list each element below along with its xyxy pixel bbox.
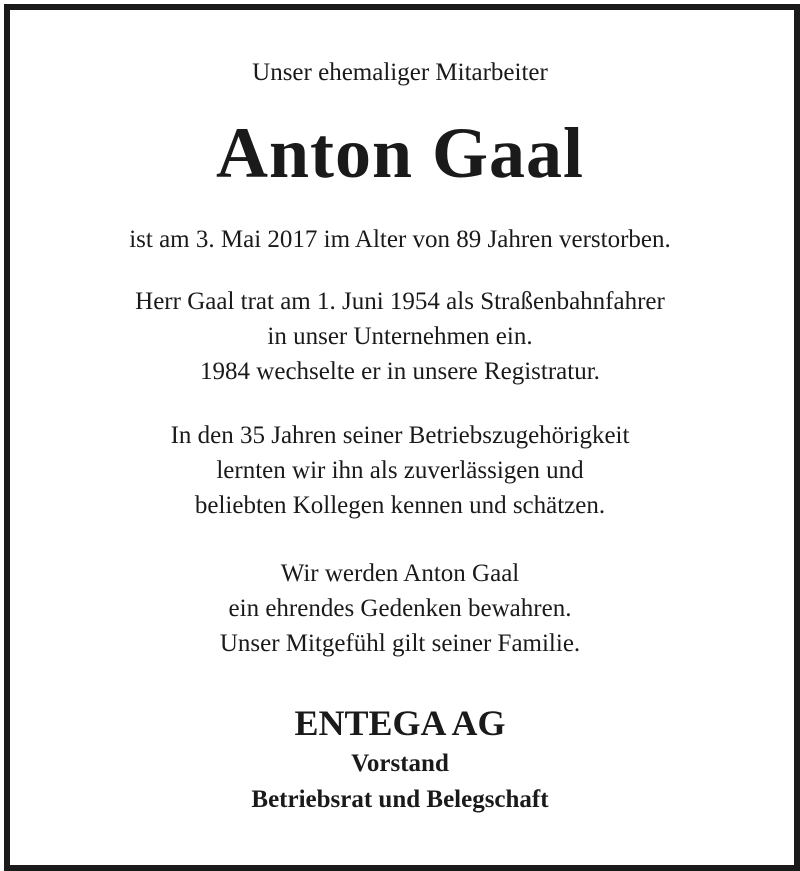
tribute-paragraph (0, 418, 800, 523)
deceased-name: Anton Gaal (215, 113, 585, 193)
tribute-line: beliebten Kollegen kennen und schätzen. (194, 492, 606, 519)
memory-line: Unser Mitgefühl gilt seiner Familie. (219, 630, 581, 657)
memory-line: Wir werden Anton Gaal (280, 560, 520, 587)
company-name: ENTEGA AG (294, 703, 506, 743)
memory-paragraph (0, 556, 800, 661)
career-line: 1984 wechselte er in unsere Registratur. (200, 358, 600, 385)
signatory-board: Vorstand (351, 750, 449, 777)
memory-line: ein ehrendes Gedenken bewahren. (228, 595, 572, 622)
career-line: in unser Unternehmen ein. (267, 323, 533, 350)
career-line: Herr Gaal trat am 1. Juni 1954 als Straßenbahnfahrer (135, 288, 665, 315)
career-paragraph (0, 284, 800, 389)
intro-line: Unser ehemaliger Mitarbeiter (252, 59, 548, 86)
tribute-line: In den 35 Jahren seiner Betriebszugehörigkeit (170, 422, 630, 449)
death-statement: ist am 3. Mai 2017 im Alter von 89 Jahren verstorben. (129, 226, 671, 253)
tribute-line: lernten wir ihn als zuverlässigen und (216, 457, 584, 484)
signatory-staff: Betriebsrat und Belegschaft (251, 786, 549, 813)
